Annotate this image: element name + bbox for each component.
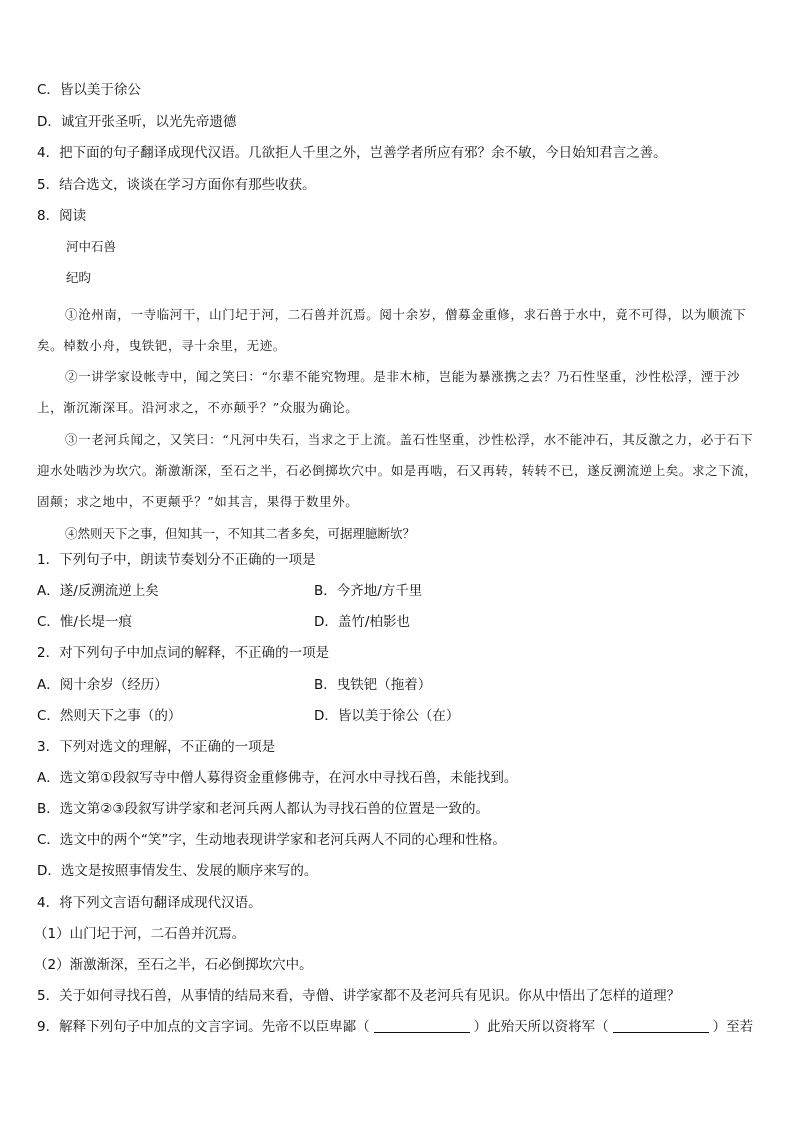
question-5-line: 5．结合选文，谈谈在学习方面你有那些收获。 [37,177,316,193]
q3-option-c: C．选文中的两个“笑”字，生动地表现讲学家和老河兵两人不同的心理和性格。 [37,832,506,848]
q1-stem: 1．下列句子中，朗读节奏划分不正确的一项是 [37,552,316,568]
q9-text-1: 9．解释下列句子中加点的文言字词。先帝不以臣卑鄙（ [37,1019,370,1035]
section-8-heading: 8．阅读 [37,208,87,224]
q1-option-c: C．惟/长堤一痕 [37,614,132,630]
passage-paragraph-4: ④然则天下之事，但知其一，不知其二者多矣，可据理臆断欤？ [65,526,416,541]
q9-text-2: ）此殆天所以资将军（ [473,1019,609,1035]
q3-option-b: B．选文第②③段叙写讲学家和老河兵两人都认为寻找石兽的位置是一致的。 [37,801,489,817]
q3-option-a: A．选文第①段叙写寺中僧人募得资金重修佛寺，在河水中寻找石兽，未能找到。 [37,770,518,786]
q3-stem: 3．下列对选文的理解，不正确的一项是 [37,739,276,755]
option-c-line: C．皆以美于徐公 [37,82,141,98]
passage-paragraph-2: ②一讲学家设帐寺中，闻之笑曰：“尔辈不能究物理。是非木柿，岂能为暴涨携之去？乃石性坚重，沙性松浮，湮于沙上，渐沉渐深耳。沿河求之，不亦颠乎？”众服为确论。 [37,369,741,415]
q2-option-a: A．阅十余岁（经历） [37,677,168,693]
q2-option-c: C．然则天下之事（的） [37,708,182,724]
passage-paragraph-3: ③一老河兵闻之，又笑曰：“凡河中失石，当求之于上流。盖石性坚重，沙性松浮，水不能冲石，其反激之力，必于石下迎水处啮沙为坎穴。渐激渐深，至石之半，石必倒掷坎穴中。如是再啮，石又再转，转转不已，遂反溯流逆上矣。求之下流，固颠；求之地中，不更颠乎？”如其言，果得于数里外。 [37,432,758,509]
option-d-line: D．诚宜开张圣听，以光先帝遗德 [37,114,237,130]
q1-option-b: B．今齐地/方千里 [314,583,423,599]
q3-option-d: D．选文是按照事情发生、发展的顺序来写的。 [37,863,318,879]
q9-text-3: ）至若 [712,1019,754,1035]
q4-stem: 4．将下列文言语句翻译成现代汉语。 [37,895,262,911]
passage-title: 河中石兽 [66,239,117,254]
q1-option-a: A．遂/反溯流逆上矣 [37,583,159,599]
passage-author: 纪昀 [66,270,92,285]
passage-paragraph-1: ①沧州南，一寺临河干，山门圮于河，二石兽并沉焉。阅十余岁，僧募金重修，求石兽于水中，竟不可得，以为顺流下矣。棹数小舟，曳铁钯，寻十余里，无迹。 [37,307,747,353]
q9-line [37,1017,753,1037]
q4-item-1: （1）山门圮于河，二石兽并沉焉。 [34,926,246,942]
q2-option-d: D．皆以美于徐公（在） [314,708,460,724]
q2-option-b: B．曳铁钯（拖着） [314,677,432,693]
q1-option-d: D．盖竹/柏影也 [314,614,410,630]
question-4-line: 4．把下面的句子翻译成现代汉语。几欲拒人千里之外，岂善学者所应有邪？余不敏，今日始知君言之善。 [37,145,667,161]
answer-blank-1[interactable] [374,1018,470,1033]
q5-stem: 5．关于如何寻找石兽，从事情的结局来看，寺僧、讲学家都不及老河兵有见识。你从中悟出了怎样的道理？ [37,988,681,1004]
q2-stem: 2．对下列句子中加点词的解释，不正确的一项是 [37,645,330,661]
answer-blank-2[interactable] [613,1018,709,1033]
q4-item-2: （2）渐激渐深，至石之半，石必倒掷坎穴中。 [34,957,313,973]
